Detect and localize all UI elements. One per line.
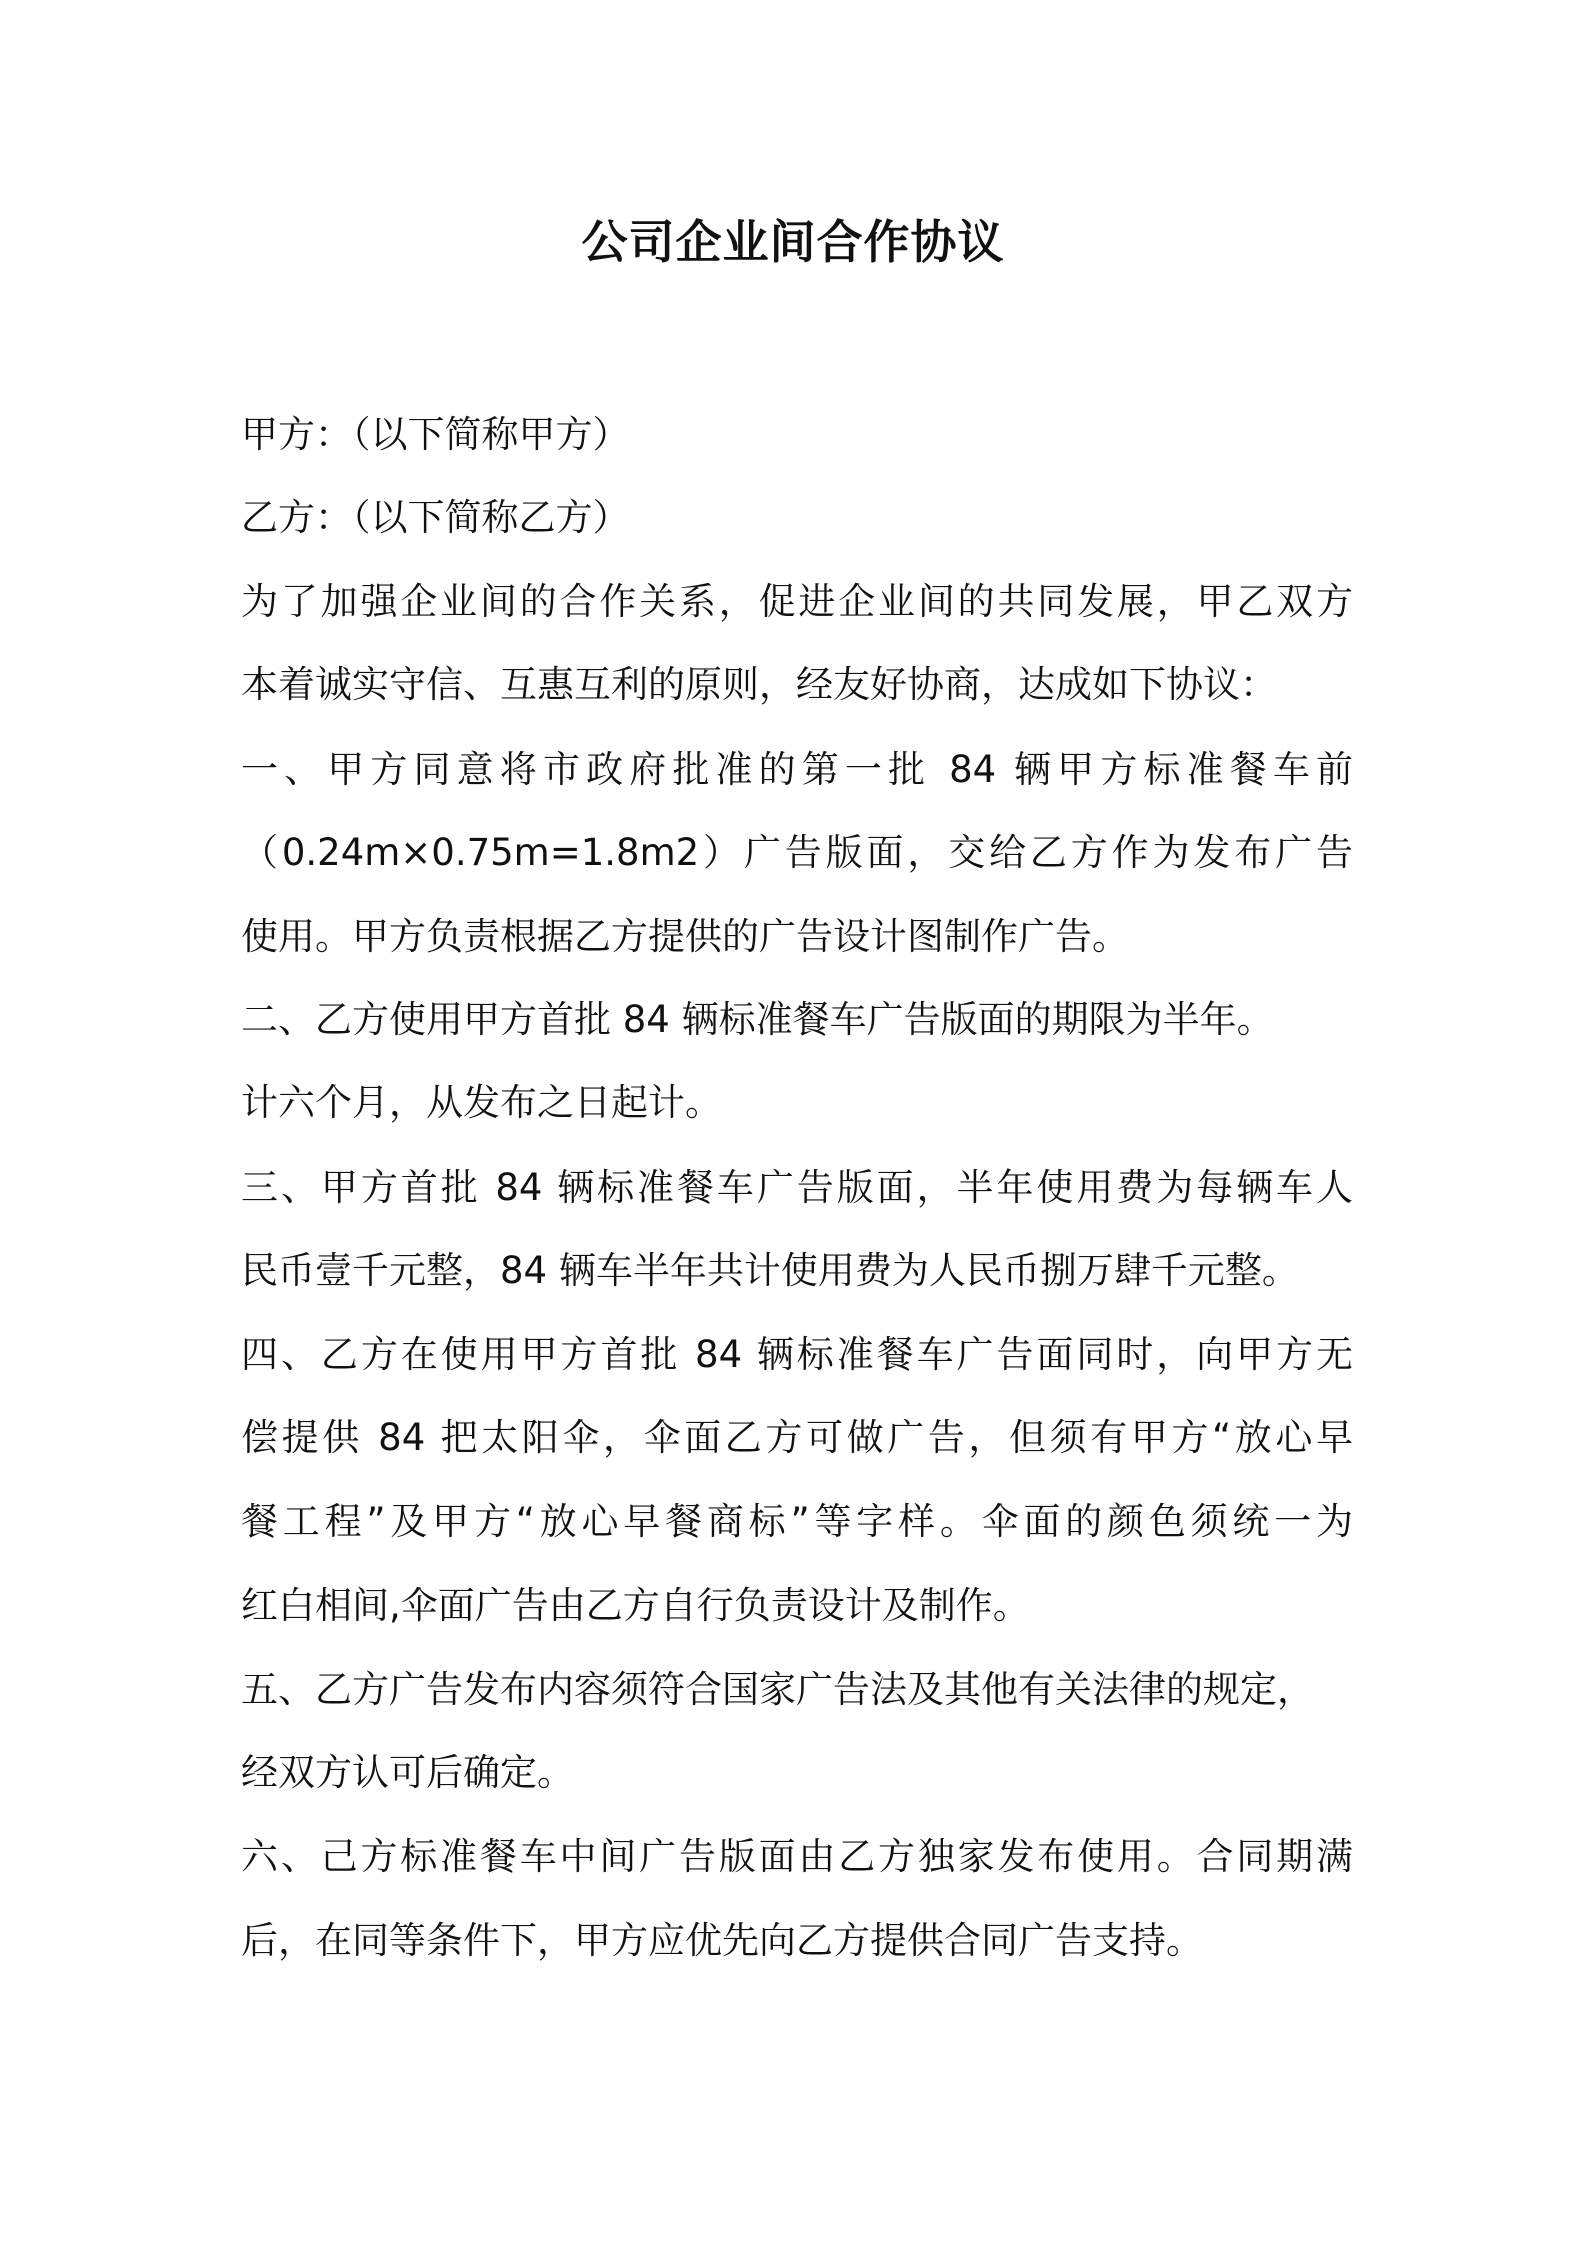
clause-2-line: 计六个月，从发布之日起计。 [241, 1081, 722, 1124]
clause-5-line: 经双方认可后确定。 [241, 1751, 574, 1794]
clause-4-line: 红白相间,伞面广告由乙方自行负责设计及制作。 [241, 1584, 1030, 1627]
party-b-line: 乙方：（以下简称乙方） [241, 496, 630, 539]
body-line: 为了加强企业间的合作关系，促进企业间的共同发展，甲乙双方 [241, 580, 1353, 623]
clause-6-line: 后，在同等条件下，甲方应优先向乙方提供合同广告支持。 [241, 1919, 1203, 1962]
clause-5-line: 五、乙方广告发布内容须符合国家广告法及其他有关法律的规定， [241, 1668, 1314, 1711]
clause-3-line: 三、甲方首批 84 辆标准餐车广告版面，半年使用费为每辆车人 [241, 1166, 1353, 1209]
clause-1-line: （0.24m×0.75m=1.8m2）广告版面，交给乙方作为发布广告 [241, 831, 1353, 874]
clause-3-line: 民币壹千元整，84 辆车半年共计使用费为人民币捌万肆千元整。 [241, 1249, 1299, 1292]
clause-4-line: 偿提供 84 把太阳伞，伞面乙方可做广告，但须有甲方“放心早 [241, 1416, 1353, 1459]
clause-1-line: 使用。甲方负责根据乙方提供的广告设计图制作广告。 [241, 915, 1129, 958]
clause-4-line: 四、乙方在使用甲方首批 84 辆标准餐车广告面同时，向甲方无 [241, 1333, 1353, 1376]
clause-4-line: 餐工程”及甲方“放心早餐商标”等字样。伞面的颜色须统一为 [241, 1500, 1353, 1543]
clause-6-line: 六、己方标准餐车中间广告版面由乙方独家发布使用。合同期满 [241, 1835, 1353, 1878]
clause-2-line: 二、乙方使用甲方首批 84 辆标准餐车广告版面的期限为半年。 [241, 998, 1274, 1041]
body-line: 本着诚实守信、互惠互利的原则，经友好协商，达成如下协议： [241, 663, 1277, 706]
document-title: 公司企业间合作协议 [581, 215, 1005, 269]
clause-1-line: 一、甲方同意将市政府批准的第一批 84 辆甲方标准餐车前 [241, 748, 1353, 791]
party-a-line: 甲方：（以下简称甲方） [241, 413, 630, 456]
